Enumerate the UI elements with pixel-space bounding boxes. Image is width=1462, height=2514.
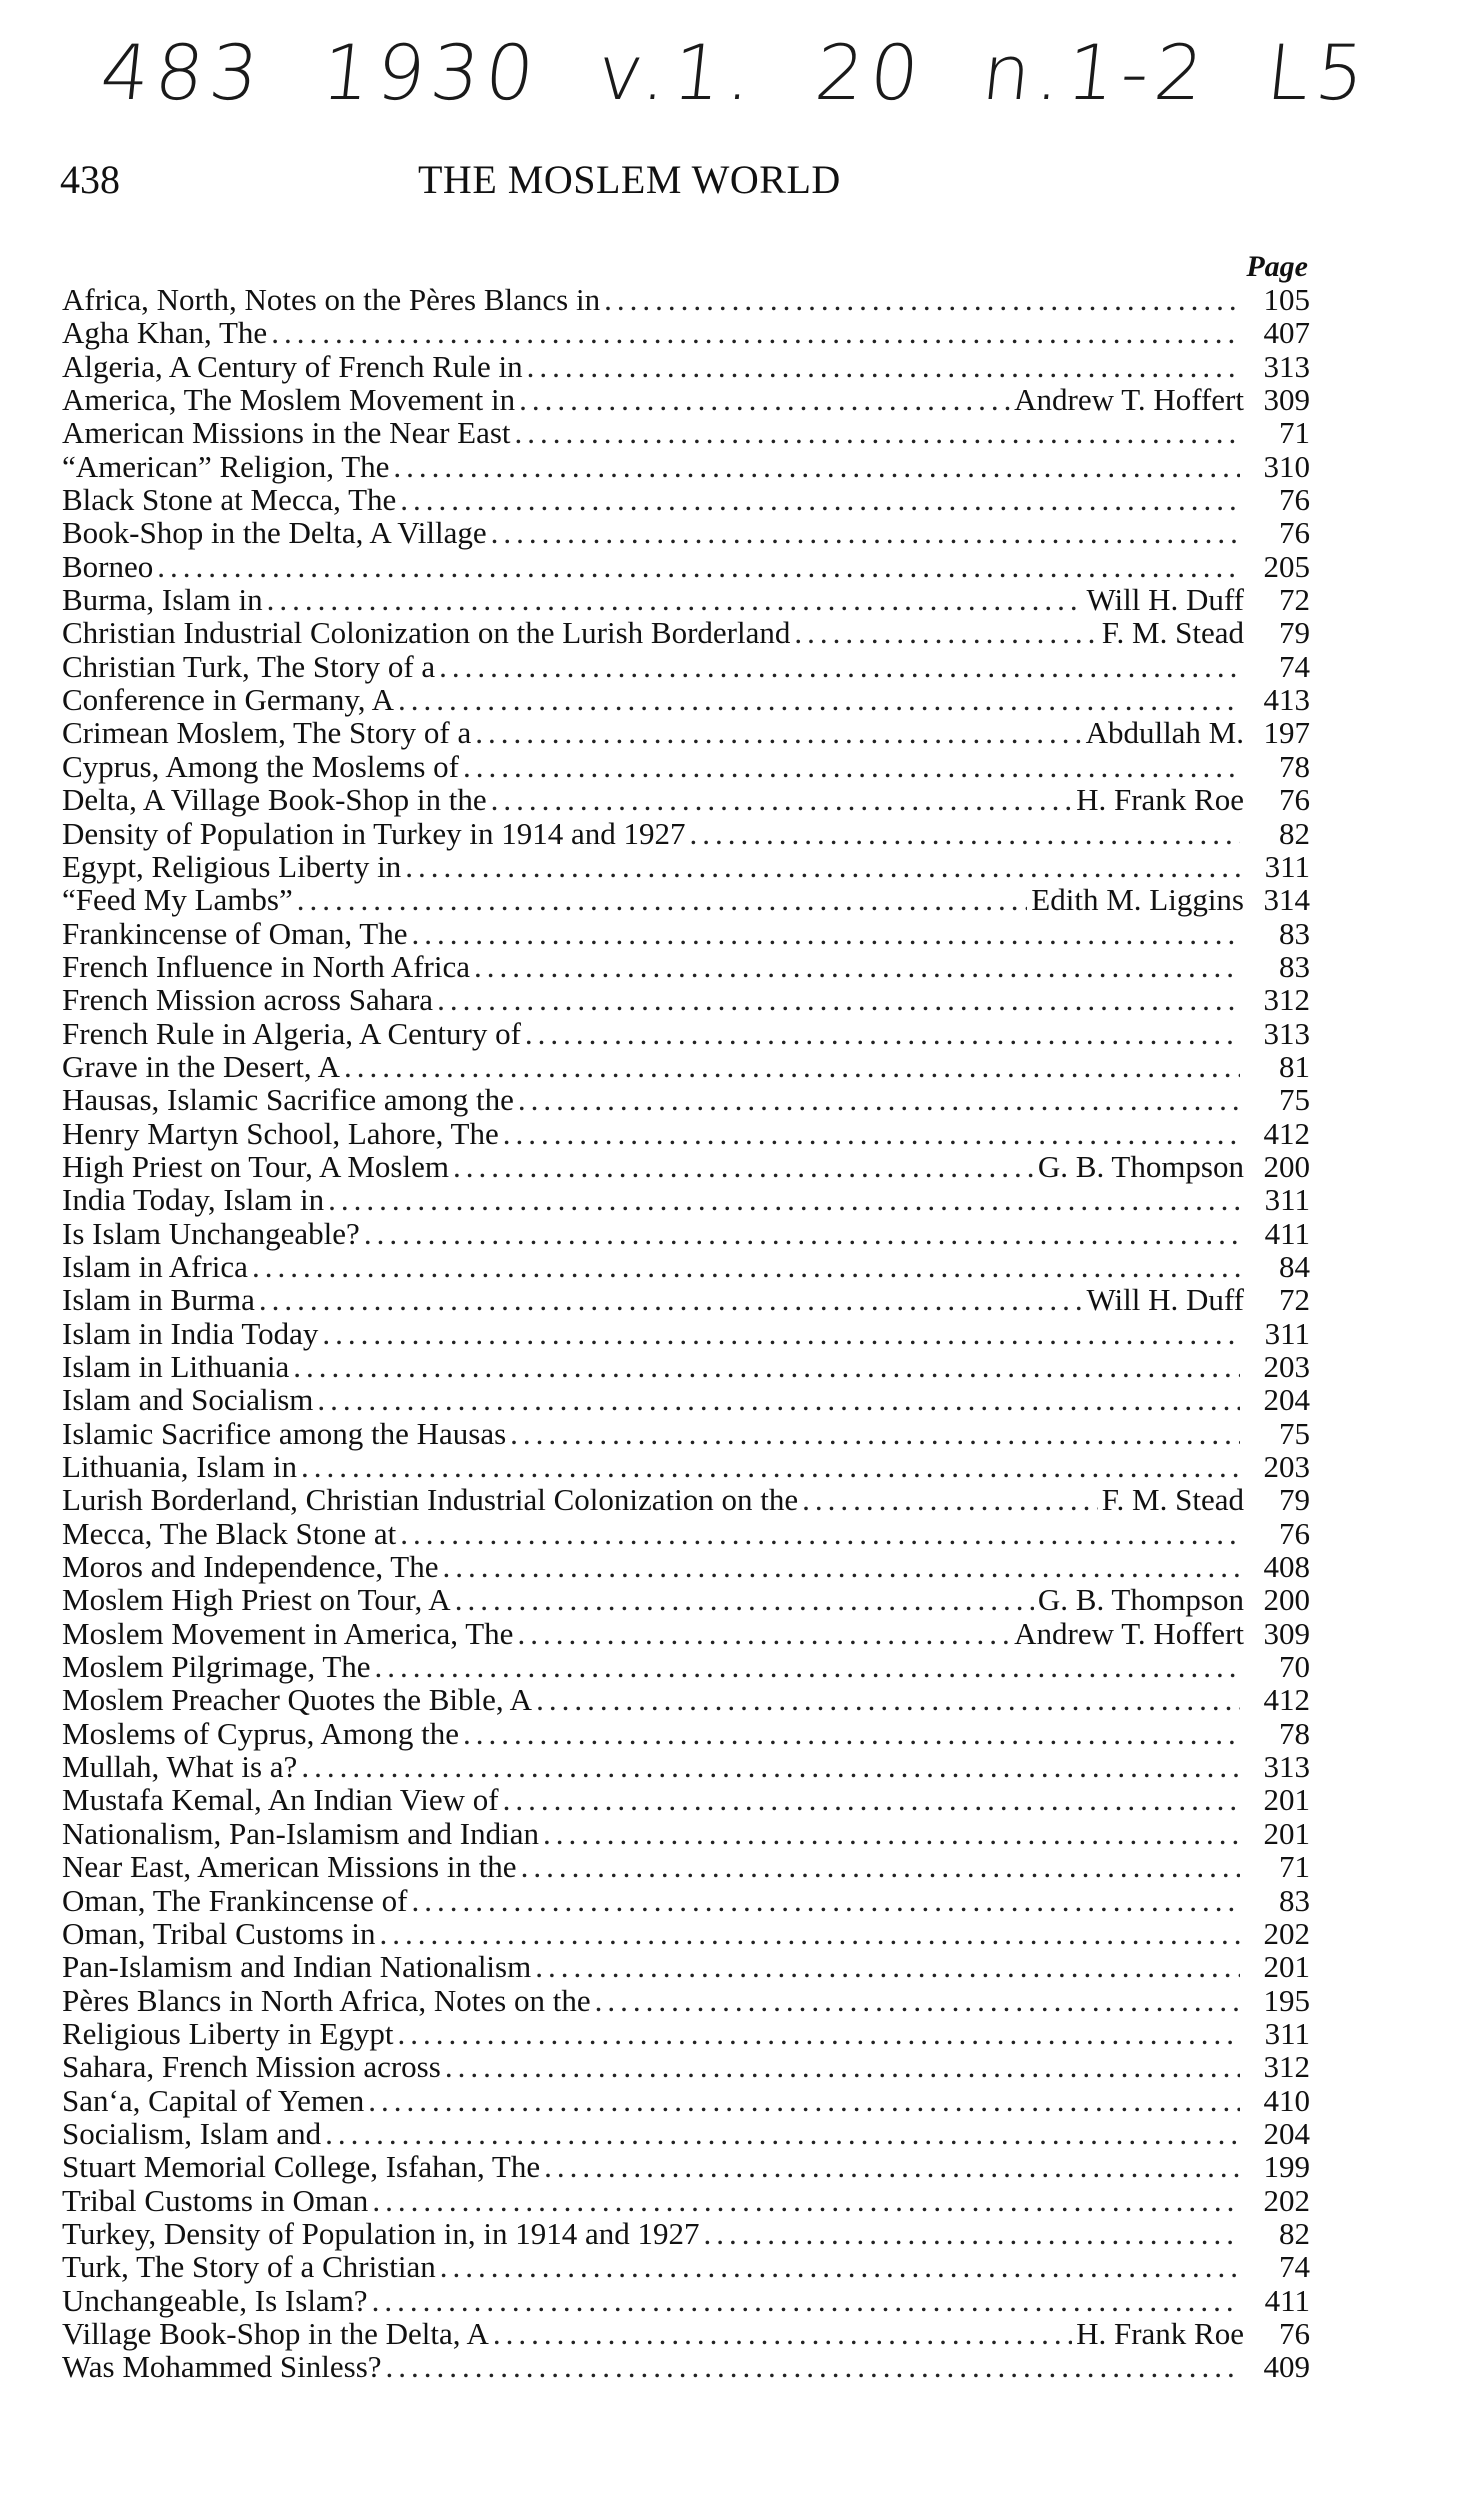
entry-title: Moslem Preacher Quotes the Bible, A [62,1682,533,1718]
entry-page: 411 [1264,1215,1310,1251]
entry-title: Christian Industrial Colonization on the Lurish Borderland [62,615,791,651]
index-entry [62,2084,1310,2117]
dot-leader [372,2284,1240,2317]
entry-title: Moslems of Cyprus, Among the [62,1715,459,1751]
entry-page: 84 [1279,1248,1310,1284]
entry-title: Islam in Lithuania [62,1349,290,1384]
dot-leader [375,1650,1240,1683]
entry-title: Moslem Movement in America, The [62,1615,514,1651]
entry-page: 313 [1263,1015,1310,1051]
index-entry [62,1917,1310,1950]
index-entry [62,1783,1310,1816]
entry-page: 412 [1263,1682,1310,1718]
dot-leader [380,1917,1241,1950]
entry-page: 71 [1279,415,1310,451]
dot-leader [503,1783,1240,1816]
entry-title: Delta, A Village Book-Shop in the [62,782,487,818]
index-entry [62,1650,1310,1683]
entry-title: Was Mohammed Sinless? [62,2349,382,2385]
index-entry [62,1550,1310,1583]
index-entry [62,750,1310,783]
entry-page: 83 [1279,1882,1310,1918]
index-entry [62,1183,1310,1216]
dot-leader [535,1950,1240,1983]
dot-leader [317,1383,1240,1416]
entry-page: 201 [1263,1782,1310,1818]
dot-leader [510,1417,1240,1450]
entry-title: Oman, Tribal Customs in [62,1915,376,1951]
dot-leader [259,1283,1083,1316]
dot-leader [604,283,1240,316]
entry-page: 312 [1263,982,1310,1018]
entry-title: Africa, North, Notes on the Pères Blancs in [62,282,601,317]
index-entry [62,2150,1310,2183]
index-entry [62,917,1310,950]
dot-leader [519,383,1010,416]
dot-leader [400,483,1240,516]
dot-leader [544,2150,1240,2183]
index-entry [62,2350,1310,2383]
entry-page: 74 [1279,648,1310,684]
index-entry [62,2017,1310,2050]
running-title: THE MOSLEM WORLD [418,157,841,202]
entry-author: F. M. Stead [1101,615,1244,651]
entry-page: 205 [1263,548,1310,584]
entry-page: 74 [1279,2249,1310,2285]
index-entry [62,983,1310,1016]
entry-author: G. B. Thompson [1037,1148,1244,1184]
entry-page: 203 [1263,1449,1310,1485]
dot-leader [453,1150,1034,1183]
entry-page: 411 [1264,2282,1310,2318]
index-entry [62,616,1310,649]
entry-title: Density of Population in Turkey in 1914 and 1927 [62,815,686,851]
entry-title: Egypt, Religious Liberty in [62,848,402,884]
dot-leader [398,683,1240,716]
index-entry [62,1250,1310,1283]
dot-leader [445,2050,1240,2083]
entry-title: Turkey, Density of Population in, in 1914 and 1927 [62,2215,700,2251]
index-entry [62,316,1310,349]
entry-title: Oman, The Frankincense of [62,1882,408,1918]
dot-leader [386,2350,1240,2383]
index-entry [62,1383,1310,1416]
dot-leader [503,1117,1240,1150]
dot-leader [293,1350,1240,1383]
entry-page: 311 [1264,2015,1310,2051]
entry-page: 75 [1279,1415,1310,1451]
dot-leader [398,2017,1241,2050]
entry-page: 204 [1263,1382,1310,1418]
entry-author: F. M. Stead [1101,1482,1244,1518]
entry-title: Near East, American Missions in the [62,1849,517,1885]
entry-page: 70 [1279,1649,1310,1685]
index-entry [62,1083,1310,1116]
index-entry [62,1884,1310,1917]
page-number: 438 [60,157,120,202]
entry-page: 195 [1263,1982,1310,2018]
dot-leader [491,783,1072,816]
entry-title: French Mission across Sahara [62,982,434,1018]
index-entry [62,1150,1310,1183]
entry-title: San‘a, Capital of Yemen [62,2082,365,2118]
dot-leader [267,583,1083,616]
entry-title: “American” Religion, The [62,448,390,484]
dot-leader [439,650,1240,683]
entry-title: Unchangeable, Is Islam? [62,2282,368,2318]
dot-leader [301,1750,1240,1783]
entry-title: Sahara, French Mission across [62,2049,441,2085]
dot-leader [157,550,1240,583]
entry-title: Henry Martyn School, Lahore, The [62,1115,499,1151]
entry-page: 201 [1263,1949,1310,1985]
entry-page: 81 [1279,1048,1310,1084]
entry-page: 313 [1263,1749,1310,1785]
dot-leader [252,1250,1240,1283]
entry-title: Lithuania, Islam in [62,1449,298,1485]
entry-title: Turk, The Story of a Christian [62,2249,436,2285]
dot-leader [372,2184,1240,2217]
entry-page: 408 [1263,1549,1310,1585]
dot-leader [521,1850,1240,1883]
entry-page: 309 [1263,382,1310,418]
entry-page: 413 [1263,682,1310,718]
entry-title: American Missions in the Near East [62,415,511,451]
entry-title: “Feed My Lambs” [62,882,293,918]
entry-title: French Influence in North Africa [62,948,471,984]
index-entry [62,2284,1310,2317]
entry-title: Islamic Sacrifice among the Hausas [62,1415,507,1451]
index-entry [62,583,1310,616]
entry-title: Socialism, Islam and [62,2115,322,2151]
entry-title: India Today, Islam in [62,1182,325,1218]
entry-title: High Priest on Tour, A Moslem [62,1148,449,1184]
entry-title: Islam in Africa [62,1248,248,1284]
entry-page: 200 [1263,1148,1310,1184]
dot-leader [802,1483,1098,1516]
index-entry [62,1117,1310,1150]
entry-author: G. B. Thompson [1037,1582,1244,1618]
entry-page: 83 [1279,948,1310,984]
dot-leader [442,1550,1240,1583]
entry-author: Edith M. Liggins [1031,882,1244,918]
entry-page: 76 [1279,482,1310,518]
dot-leader [364,1217,1240,1250]
entry-page: 311 [1264,848,1310,884]
entry-title: Lurish Borderland, Christian Industrial Colonization on the [62,1482,799,1518]
entry-page: 71 [1279,1849,1310,1885]
index-entry [62,2117,1310,2150]
dot-leader [440,2250,1240,2283]
entry-title: America, The Moslem Movement in [62,382,516,418]
index-entry [62,883,1310,916]
entry-title: Mecca, The Black Stone at [62,1515,397,1551]
index-entry [62,1717,1310,1750]
index-entry [62,416,1310,449]
entry-page: 314 [1263,882,1310,918]
index-entry [62,817,1310,850]
entry-page: 410 [1263,2082,1310,2118]
dot-leader [689,817,1240,850]
index-entry [62,383,1310,416]
entry-title: Cyprus, Among the Moslems of [62,748,459,784]
entry-title: Nationalism, Pan-Islamism and Indian [62,1815,539,1851]
entry-page: 412 [1263,1115,1310,1151]
entry-page: 202 [1263,1915,1310,1951]
entry-title: Pan-Islamism and Indian Nationalism [62,1949,532,1985]
entry-page: 72 [1279,1282,1310,1318]
index-entry [62,516,1310,549]
entry-page: 78 [1279,1715,1310,1751]
index-entry [62,783,1310,816]
entry-title: Grave in the Desert, A [62,1048,341,1084]
index-entry [62,1617,1310,1650]
dot-leader [595,1984,1240,2017]
entry-author: Will H. Duff [1086,1282,1244,1318]
entry-page: 83 [1279,915,1310,951]
index-entry [62,716,1310,749]
entry-page: 312 [1263,2049,1310,2085]
dot-leader [474,950,1240,983]
entry-title: Mullah, What is a? [62,1749,298,1785]
handwritten-call-number: 483 1930 v.1. 20 n.1-2 L5 [96,28,1375,117]
entry-title: Algeria, A Century of French Rule in [62,348,523,384]
dot-leader [344,1050,1240,1083]
dot-leader [405,850,1240,883]
entry-title: Religious Liberty in Egypt [62,2015,394,2051]
index-entry [62,1950,1310,1983]
dot-leader [437,983,1240,1016]
entry-page: 203 [1263,1349,1310,1384]
index-entry [62,1817,1310,1850]
index-entry [62,1317,1310,1350]
entry-title: Islam in India Today [62,1315,319,1351]
entry-page: 200 [1263,1582,1310,1618]
index-entry [62,1050,1310,1083]
index-entry [62,1683,1310,1716]
entry-title: French Rule in Algeria, A Century of [62,1015,521,1051]
entry-title: Moslem High Priest on Tour, A [62,1582,451,1618]
dot-leader [301,1450,1240,1483]
index-entry [62,2217,1310,2250]
dot-leader [515,416,1240,449]
entry-title: Burma, Islam in [62,582,263,618]
entry-author: Abdullah M. [1085,715,1244,751]
index-entry [62,650,1310,683]
dot-leader [518,1083,1240,1116]
entry-page: 79 [1279,615,1310,651]
entry-title: Black Stone at Mecca, The [62,482,397,518]
entry-author: H. Frank Roe [1076,2315,1244,2351]
entry-page: 105 [1263,282,1310,317]
index-entry [62,2050,1310,2083]
index-entry [62,1283,1310,1316]
index-entry [62,2317,1310,2350]
dot-leader [322,1317,1240,1350]
entry-title: Book-Shop in the Delta, A Village [62,515,487,551]
dot-leader [368,2084,1240,2117]
index-entry [62,1583,1310,1616]
entry-title: Agha Khan, The [62,315,268,351]
entry-page: 76 [1279,515,1310,551]
entry-title: Hausas, Islamic Sacrifice among the [62,1082,514,1118]
dot-leader [412,1884,1241,1917]
entry-page: 72 [1279,582,1310,618]
entry-page: 76 [1279,782,1310,818]
dot-leader [400,1517,1240,1550]
entry-author: Andrew T. Hoffert [1014,1615,1244,1651]
dot-leader [412,917,1241,950]
entry-page: 311 [1264,1315,1310,1351]
entry-author: Will H. Duff [1086,582,1244,618]
index-entry [62,1017,1310,1050]
entry-page: 76 [1279,2315,1310,2351]
index-entry [62,1417,1310,1450]
entry-title: Moros and Independence, The [62,1549,439,1585]
entry-page: 197 [1263,715,1310,751]
index-entry [62,1984,1310,2017]
index-entry [62,483,1310,516]
dot-leader [794,616,1097,649]
entry-page: 311 [1264,1182,1310,1218]
entry-title: Stuart Memorial College, Isfahan, The [62,2149,541,2185]
entry-title: Tribal Customs in Oman [62,2182,369,2218]
index-entry [62,2250,1310,2283]
dot-leader [704,2217,1241,2250]
index-entry [62,283,1310,316]
index-entry [62,1517,1310,1550]
index-entry [62,450,1310,483]
dot-leader [493,2317,1072,2350]
entry-page: 78 [1279,748,1310,784]
index-list [62,283,1310,2384]
entry-page: 82 [1279,815,1310,851]
dot-leader [463,750,1240,783]
dot-leader [463,1717,1240,1750]
entry-title: Crimean Moslem, The Story of a [62,715,472,751]
index-entry [62,850,1310,883]
entry-page: 407 [1263,315,1310,351]
dot-leader [475,716,1081,749]
index-entry [62,1483,1310,1516]
index-entry [62,1450,1310,1483]
page-column-header: Page [1246,250,1308,283]
entry-title: Islam in Burma [62,1282,255,1318]
entry-page: 76 [1279,1515,1310,1551]
index-entry [62,1850,1310,1883]
entry-title: Is Islam Unchangeable? [62,1215,360,1251]
dot-leader [536,1683,1240,1716]
entry-title: Frankincense of Oman, The [62,915,408,951]
index-entry [62,950,1310,983]
dot-leader [328,1183,1240,1216]
entry-title: Islam and Socialism [62,1382,314,1418]
dot-leader [517,1617,1010,1650]
entry-page: 75 [1279,1082,1310,1118]
entry-page: 79 [1279,1482,1310,1518]
dot-leader [491,516,1240,549]
entry-title: Christian Turk, The Story of a [62,648,436,684]
entry-page: 313 [1263,348,1310,384]
entry-page: 409 [1263,2349,1310,2385]
dot-leader [297,883,1028,916]
entry-page: 202 [1263,2182,1310,2218]
entry-page: 201 [1263,1815,1310,1851]
index-entry [62,550,1310,583]
dot-leader [525,1017,1240,1050]
index-entry [62,350,1310,383]
index-entry [62,1750,1310,1783]
entry-author: H. Frank Roe [1076,782,1244,818]
dot-leader [455,1583,1034,1616]
index-entry [62,683,1310,716]
index-entry [62,1350,1310,1383]
entry-title: Moslem Pilgrimage, The [62,1649,371,1685]
entry-title: Pères Blancs in North Africa, Notes on the [62,1982,591,2018]
entry-author: Andrew T. Hoffert [1014,382,1244,418]
entry-page: 82 [1279,2215,1310,2251]
entry-page: 204 [1263,2115,1310,2151]
index-entry [62,1217,1310,1250]
entry-title: Conference in Germany, A [62,682,394,718]
index-entry [62,2184,1310,2217]
dot-leader [325,2117,1240,2150]
dot-leader [527,350,1240,383]
entry-page: 199 [1263,2149,1310,2185]
entry-title: Borneo [62,548,154,584]
entry-title: Village Book-Shop in the Delta, A [62,2315,489,2351]
entry-title: Mustafa Kemal, An Indian View of [62,1782,499,1818]
dot-leader [543,1817,1240,1850]
dot-leader [393,450,1240,483]
entry-page: 310 [1263,448,1310,484]
dot-leader [271,316,1240,349]
entry-page: 309 [1263,1615,1310,1651]
